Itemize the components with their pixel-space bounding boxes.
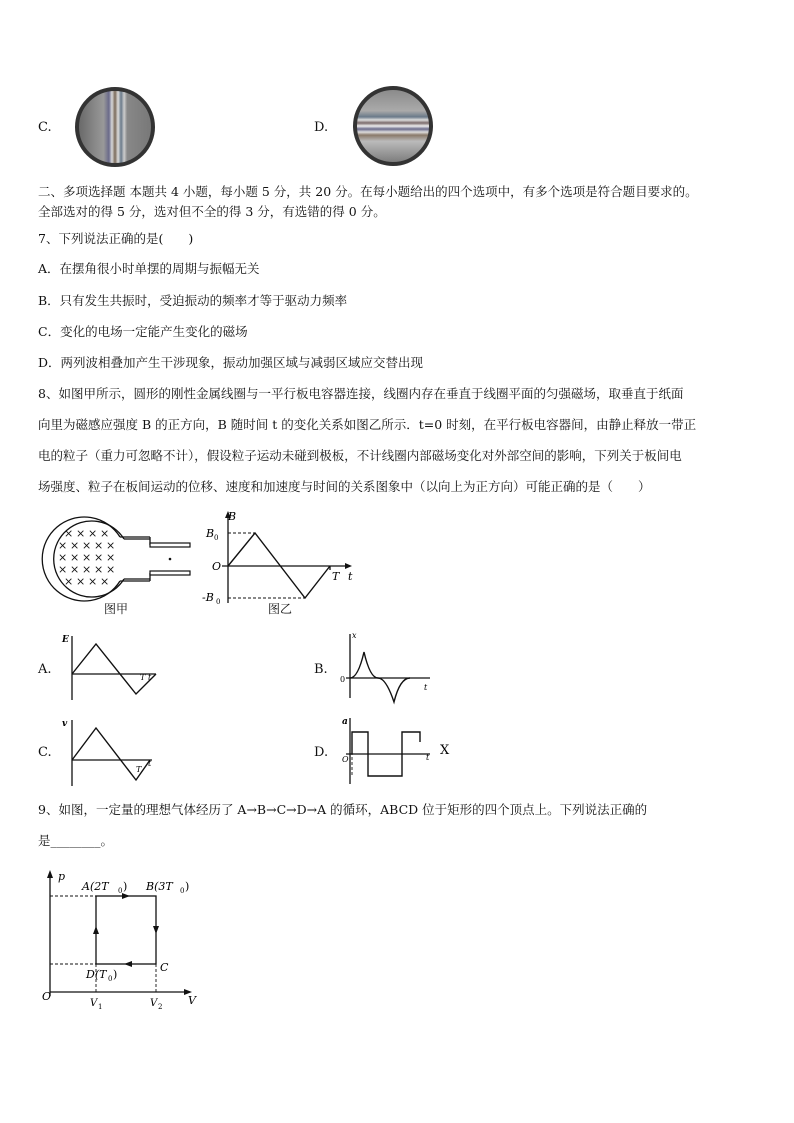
svg-text:×: × bbox=[82, 563, 92, 576]
point-a-label: A(2T bbox=[82, 880, 109, 893]
q9-pv-diagram bbox=[38, 868, 218, 1018]
svg-text:×: × bbox=[106, 563, 116, 576]
option-d-label: D. bbox=[314, 120, 329, 135]
origin-label: O bbox=[212, 560, 222, 573]
q8-option-b-label: B. bbox=[314, 662, 328, 677]
cycle-rectangle bbox=[96, 896, 156, 964]
q7-stem: 7、下列说法正确的是( ) bbox=[38, 231, 194, 246]
option-c-label: C. bbox=[38, 120, 52, 135]
b0-label: B bbox=[206, 527, 215, 540]
d-origin-label: O bbox=[342, 755, 349, 764]
svg-text:×: × bbox=[94, 539, 104, 552]
q8-option-c-label: C. bbox=[38, 745, 52, 760]
q8-option-d-label: D. bbox=[314, 745, 329, 760]
point-a-sub: 0 bbox=[118, 887, 123, 895]
q8-line3: 电的粒子（重力可忽略不计），假设粒子运动未碰到极板，不计线圈内部磁场变化对外部空间的影响，下列关于板间电 bbox=[38, 448, 682, 463]
svg-text:×: × bbox=[58, 551, 68, 564]
v2-sub: 2 bbox=[158, 1003, 163, 1011]
point-b-sub: 0 bbox=[180, 887, 185, 895]
svg-text:×: × bbox=[58, 539, 68, 552]
pv-origin-label: O bbox=[42, 990, 52, 1003]
svg-text:×: × bbox=[76, 527, 86, 540]
q8-line1: 8、如图甲所示，圆形的刚性金属线圈与一平行板电容器连接，线圈内存在垂直于线圈平面的匀强磁场，取垂直于纸面 bbox=[38, 386, 684, 401]
svg-text:×: × bbox=[70, 551, 80, 564]
q7-option-a: A．在摆角很小时单摆的周期与振幅无关 bbox=[38, 261, 260, 276]
interference-image-d bbox=[350, 84, 440, 174]
q8-line2: 向里为磁感应强度 B 的正方向，B 随时间 t 的变化关系如图乙所示．t=0 时刻，在平行板电容器间，由静止释放一带正 bbox=[38, 417, 697, 432]
point-a-close: ) bbox=[123, 880, 128, 893]
figure-yi-bt-graph bbox=[200, 508, 360, 608]
q9-line1: 9、如图，一定量的理想气体经历了 A→B→C→D→A 的循环，ABCD 位于矩形的四个顶点上。下列说法正确的 bbox=[38, 802, 648, 817]
q8-option-d-graph bbox=[338, 714, 458, 786]
q9-line2: 是________。 bbox=[38, 833, 114, 848]
v2-label: V bbox=[150, 998, 158, 1009]
neg-b0-subscript: 0 bbox=[216, 598, 221, 606]
point-b-close: ) bbox=[185, 880, 190, 893]
point-d-close: ) bbox=[113, 968, 118, 981]
v1-sub: 1 bbox=[98, 1003, 103, 1011]
q7-option-d: D．两列波相叠加产生干涉现象，振动加强区域与减弱区域应交替出现 bbox=[38, 355, 424, 370]
q8-option-b-graph bbox=[338, 630, 438, 700]
b-t-axis: t bbox=[424, 683, 428, 692]
magnetic-field-crosses bbox=[58, 527, 115, 588]
q8-option-a-graph bbox=[60, 632, 160, 702]
svg-text:×: × bbox=[58, 563, 68, 576]
svg-text:×: × bbox=[100, 575, 110, 588]
q8-option-a-label: A. bbox=[38, 662, 52, 677]
b0-subscript: 0 bbox=[214, 534, 219, 542]
svg-text:×: × bbox=[64, 575, 74, 588]
a-t-axis: t bbox=[148, 673, 152, 682]
v-axis-label: V bbox=[188, 994, 196, 1007]
svg-text:×: × bbox=[94, 563, 104, 576]
t-period-label: T bbox=[332, 570, 340, 583]
svg-text:×: × bbox=[70, 539, 80, 552]
svg-text:×: × bbox=[100, 527, 110, 540]
svg-text:×: × bbox=[94, 551, 104, 564]
d-extra-x: X bbox=[440, 743, 450, 758]
c-t-label: T bbox=[136, 765, 142, 774]
figure-jia-caption: 图甲 bbox=[104, 602, 129, 616]
b-axis-label: B bbox=[228, 510, 237, 523]
svg-text:×: × bbox=[82, 551, 92, 564]
svg-text:×: × bbox=[88, 575, 98, 588]
a-axis-label: a bbox=[342, 717, 348, 727]
svg-text:×: × bbox=[106, 539, 116, 552]
v-axis-label: v bbox=[62, 719, 68, 729]
svg-text:×: × bbox=[70, 563, 80, 576]
c-t-axis: t bbox=[148, 759, 152, 768]
x-axis-label: x bbox=[352, 631, 357, 640]
q8-option-c-graph bbox=[60, 716, 160, 788]
section2-line2: 全部选对的得 5 分，选对但不全的得 3 分，有选错的得 0 分。 bbox=[38, 204, 386, 219]
b-zero-label: 0 bbox=[340, 675, 346, 684]
v1-label: V bbox=[90, 998, 98, 1009]
d-t-axis: t bbox=[426, 753, 430, 762]
point-d-label: D(T bbox=[86, 968, 107, 981]
point-c-label: C bbox=[160, 961, 169, 974]
interference-image-c bbox=[70, 85, 160, 175]
e-axis-label: E bbox=[62, 635, 69, 645]
point-b-label: B(3T bbox=[146, 880, 173, 893]
q8-line4: 场强度、粒子在板间运动的位移、速度和加速度与时间的关系图象中（以向上为正方向）可能正确的是（ ） bbox=[38, 479, 651, 494]
figure-yi-caption: 图乙 bbox=[268, 602, 293, 616]
q7-option-c: C．变化的电场一定能产生变化的磁场 bbox=[38, 324, 248, 339]
a-t-label: T bbox=[140, 673, 146, 682]
svg-text:×: × bbox=[82, 539, 92, 552]
point-d-sub: 0 bbox=[108, 975, 113, 983]
svg-text:×: × bbox=[106, 551, 116, 564]
neg-b0-label: -B bbox=[202, 591, 214, 604]
svg-text:×: × bbox=[88, 527, 98, 540]
svg-text:×: × bbox=[64, 527, 74, 540]
q7-option-b: B．只有发生共振时，受迫振动的频率才等于驱动力频率 bbox=[38, 293, 348, 308]
svg-text:×: × bbox=[76, 575, 86, 588]
t-axis-label: t bbox=[348, 570, 353, 583]
section2-line1: 二、多项选择题 本题共 4 小题，每小题 5 分，共 20 分。在每小题给出的四个选项中，有多个选项是符合题目要求的。 bbox=[38, 184, 698, 199]
p-axis-label: p bbox=[58, 870, 66, 883]
